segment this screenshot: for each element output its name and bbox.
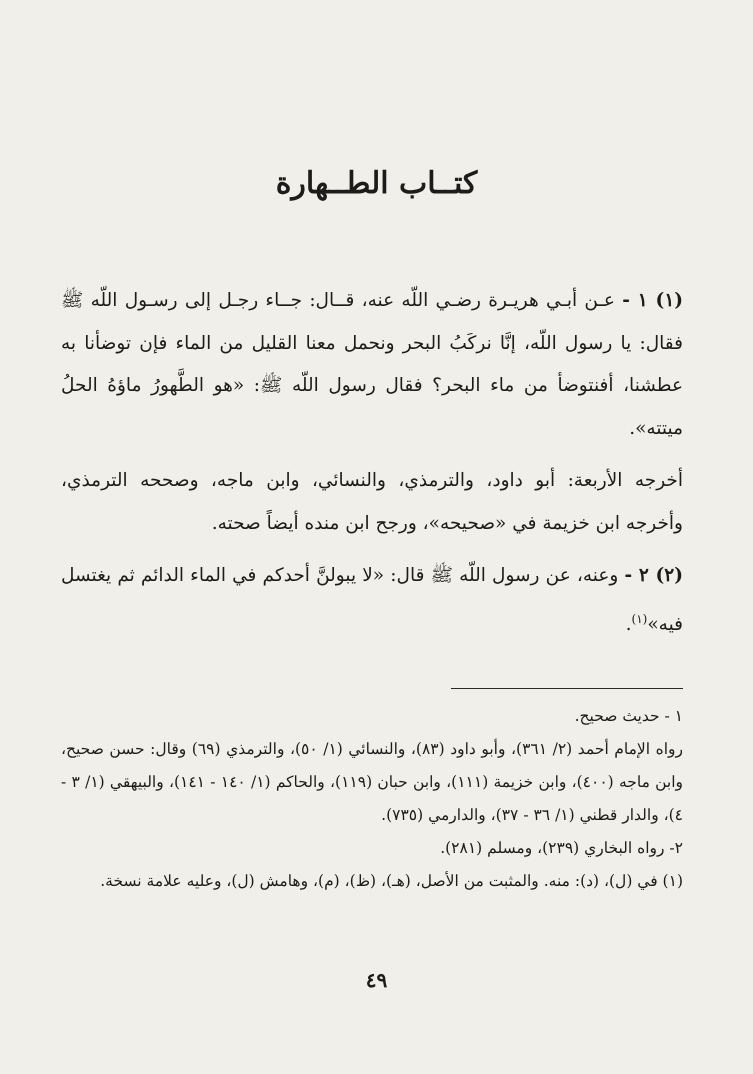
hadith-2-number: (٢) ٢ - [624,565,683,586]
footnote-ref: (١) [631,611,648,626]
footnote-divider [451,688,683,689]
footnote-line: (١) في (ل)، (د): منه. والمثبت من الأصل، (هـ)، (ظ)، (م)، وهامش (ل)، وعليه علامة نسخة. [100,872,683,890]
hadith-2-text: وعنه، عن رسول اللّه ﷺ قال: «لا يبولنَّ أحدكم في الماء الدائم ثم يغتسل فيه» [61,565,683,635]
page-number: ٤٩ [365,968,388,992]
takhrij-1: أخرجه الأربعة: أبو داود، والترمذي، والنسائي، وابن ماجه، وصححه الترمذي، وأخرجه ابن خزيمة في «صحيحه»، ورجح ابن منده أيضاً صحته. [61,470,683,534]
hadith-1 [61,280,683,450]
hadith-1-text: عـن أبـي هريـرة رضـي اللّه عنه، قــال: جــاء رجـل إلى رسـول اللّه ﷺ فقال: يا رسول اللّه، إنَّا نركَبُ البحر ونحمل معنا القليل من الماء فإن توضأنا به عطشنا، أفنتوضأ من ماء البحر؟ فقال رسول اللّه ﷺ: «هو الطَّهورُ ماؤهُ الحلُ ميتته». [61,290,683,439]
hadith-2: (٢) ٢ - وعنه، عن رسول اللّه ﷺ قال: «لا يبولنَّ أحدكم في الماء الدائم ثم يغتسل فيه»$^{(١)}$. [61,565,683,635]
footnote-line: ٢- رواه البخاري (٢٣٩)، ومسلم (٢٨١). [440,839,683,857]
footnote-line: رواه الإمام أحمد (٢/ ٣٦١)، وأبو داود (٨٣)، والنسائي (١/ ٥٠)، والترمذي (٦٩) وقال: حسن صحيح، وابن ماجه (٤٠٠)، وابن خزيمة (١١١)، وابن حبان (١١٩)، والحاكم (١/ ١٤٠ - ١٤١)، والبيهقي (١/ ٣ - ٤)، والدار قطني (١/ ٣٦ - ٣٧)، والدارمي (٧٣٥). [61,740,684,824]
footnotes [61,700,683,898]
chapter-title: كتــاب الطــهارة [275,166,478,201]
hadith-1-number: (١) ١ - [622,290,684,311]
footnote-line: ١ - حديث صحيح. [574,707,683,725]
main-text [61,280,683,646]
